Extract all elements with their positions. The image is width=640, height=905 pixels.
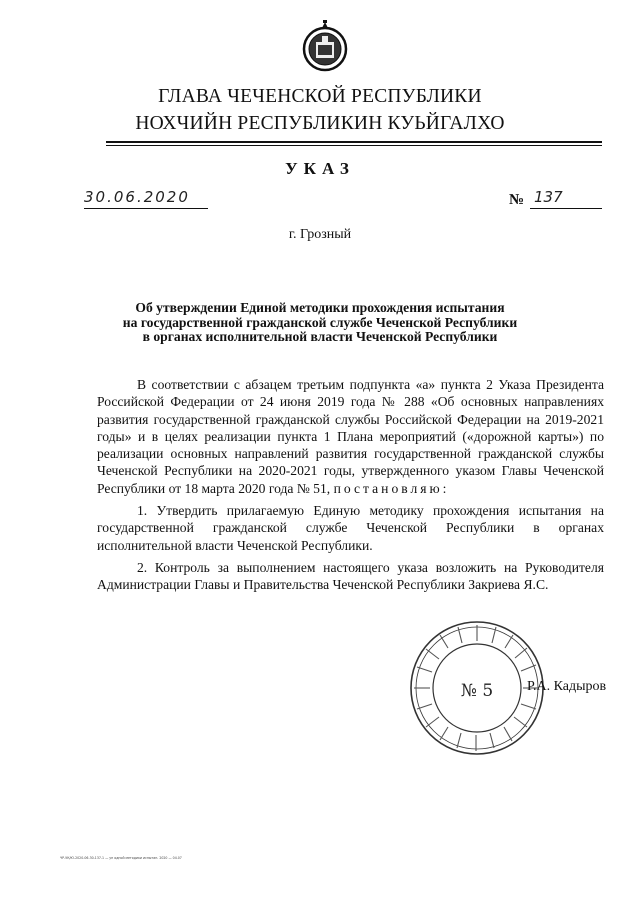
document-number-label: №: [509, 192, 525, 208]
subject-line: в органах исполнительной власти Чеченской Республики: [142, 329, 498, 344]
date-underline: [84, 208, 208, 209]
clause-2-paragraph: 2. Контроль за выполнением настоящего указа возложить на Руководителя Администрации Главы и Правительства Чеченской Республики Закриева Я.С.: [97, 559, 604, 593]
coat-of-arms-emblem: [302, 18, 348, 76]
header-divider-thick: [106, 141, 602, 143]
document-subject: [60, 301, 580, 345]
file-reference-footer: ЧР-УК/Ю-2020-06-30-137-1 — ун одной методики испытан. 2020 — 04.07: [60, 856, 182, 860]
subject-line: Об утверждении Единой методики прохождения испытания: [135, 300, 505, 315]
document-number: 137: [534, 188, 563, 206]
decree-verb: постановляю:: [333, 480, 450, 496]
issuer-name-chechen: НОХЧИЙН РЕСПУБЛИКИН КУЬЙГАЛХО: [135, 113, 505, 134]
preamble-text: В соответствии с абзацем третьим подпункта «а» пункта 2 Указа Президента Российской Федерации от 24 июня 2019 года № 288 «Об основных направлениях развития государственной гражданской службы Российской Федерации на 2019-2021 годы» и в целях реализации пункта 1 Плана мероприятий («дорожной карты») по реализации основных направлений развития государственной гражданской службы Чеченской Республики на 2020-2021 годы, утвержденного указом Главы Чеченской Республики от 18 марта 2020 года № 51,: [97, 377, 604, 496]
signatory-name: Р.А. Кадыров: [527, 679, 607, 694]
seal-number: № 5: [460, 681, 494, 701]
preamble-paragraph: [97, 376, 604, 497]
subject-line: на государственной гражданской службе Чеченской Республики: [122, 314, 518, 330]
document-city: г. Грозный: [288, 227, 352, 242]
header-divider-thin: [106, 145, 602, 146]
document-type-title: УКАЗ: [285, 159, 355, 178]
document-body: [97, 376, 604, 594]
number-underline: [530, 208, 602, 209]
issuer-name-russian: ГЛАВА ЧЕЧЕНСКОЙ РЕСПУБЛИКИ: [158, 86, 482, 107]
document-date: 30.06.2020: [84, 188, 190, 206]
clause-1-paragraph: 1. Утвердить прилагаемую Единую методику прохождения испытания на государственной гражданской службе Чеченской Республики в органах исполнительной власти Чеченской Республики.: [97, 503, 604, 553]
